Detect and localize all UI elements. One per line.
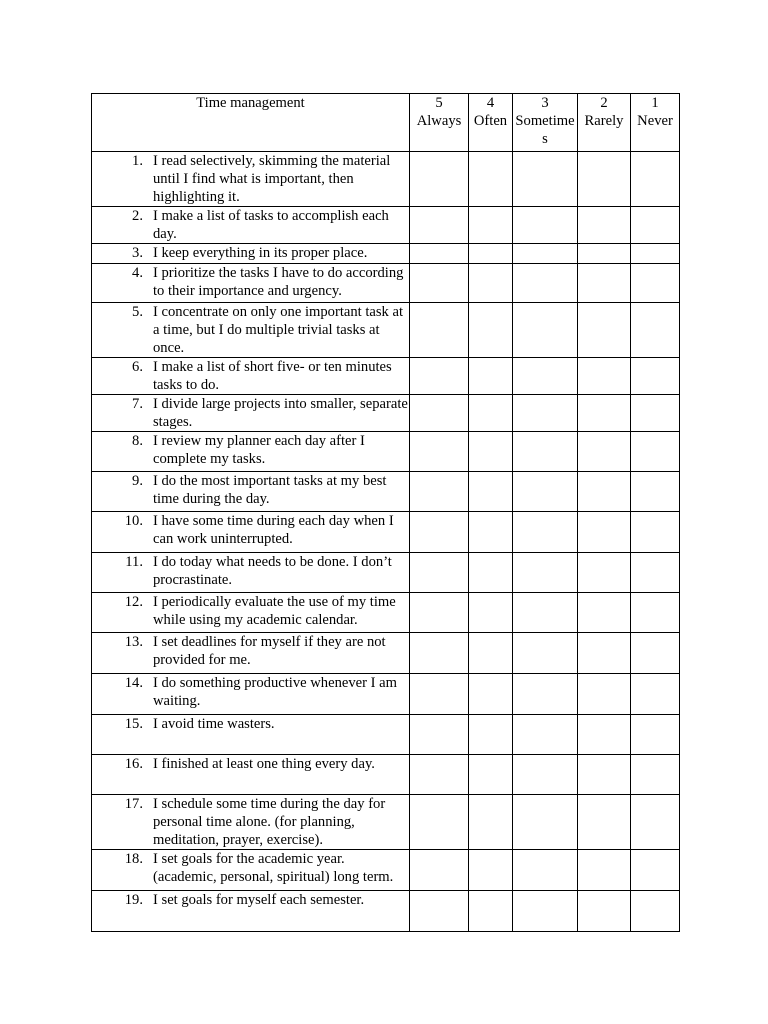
response-cell-sometimes[interactable] [513, 264, 578, 303]
response-cell-often[interactable] [469, 850, 513, 891]
table-row [92, 891, 680, 932]
response-cell-always[interactable] [410, 303, 469, 358]
response-cell-always[interactable] [410, 395, 469, 432]
response-cell-rarely[interactable] [578, 472, 631, 512]
time-management-survey-table [91, 93, 680, 932]
item-number: 17. [124, 796, 143, 812]
response-cell-rarely[interactable] [578, 395, 631, 432]
response-cell-sometimes[interactable] [513, 755, 578, 795]
statement-wrap [92, 432, 409, 468]
scale-value: 1 [651, 95, 659, 111]
statement-cell [92, 553, 410, 593]
response-cell-sometimes[interactable] [513, 850, 578, 891]
table-row [92, 264, 680, 303]
statement-cell [92, 303, 410, 358]
table-row [92, 395, 680, 432]
item-statement: I make a list of short five- or ten minutes tasks to do. [153, 359, 392, 393]
item-number: 3. [132, 245, 143, 261]
statement-cell [92, 593, 410, 633]
statement-cell [92, 264, 410, 303]
statement-cell [92, 891, 410, 932]
table-row [92, 795, 680, 850]
response-cell-often[interactable] [469, 674, 513, 715]
item-number: 11. [125, 554, 143, 570]
item-statement: I concentrate on only one important task at a time, but I do multiple trivial tasks at once. [153, 304, 404, 356]
item-number: 2. [132, 208, 143, 224]
response-cell-never[interactable] [631, 674, 680, 715]
item-number: 19. [124, 892, 143, 908]
response-cell-often[interactable] [469, 633, 513, 674]
statement-wrap [92, 303, 409, 357]
statement-cell [92, 244, 410, 264]
response-cell-rarely[interactable] [578, 755, 631, 795]
response-cell-rarely[interactable] [578, 850, 631, 891]
response-cell-often[interactable] [469, 303, 513, 358]
statement-cell [92, 395, 410, 432]
item-number: 13. [124, 634, 143, 650]
item-statement: I finished at least one thing every day. [153, 756, 375, 772]
response-cell-rarely[interactable] [578, 593, 631, 633]
statement-wrap [92, 795, 409, 849]
response-cell-often[interactable] [469, 553, 513, 593]
scale-label: Often [473, 113, 508, 129]
response-cell-often[interactable] [469, 512, 513, 553]
item-statement: I make a list of tasks to accomplish each day. [153, 208, 389, 242]
response-cell-sometimes[interactable] [513, 395, 578, 432]
table-row [92, 303, 680, 358]
item-number: 16. [124, 756, 143, 772]
response-cell-sometimes[interactable] [513, 358, 578, 395]
scale-value: 5 [435, 95, 443, 111]
scale-value: 3 [541, 95, 549, 111]
response-cell-always[interactable] [410, 674, 469, 715]
response-cell-often[interactable] [469, 244, 513, 264]
item-number: 9. [132, 473, 143, 489]
response-cell-never[interactable] [631, 755, 680, 795]
response-cell-always[interactable] [410, 715, 469, 755]
item-statement: I have some time during each day when I can work uninterrupted. [153, 513, 394, 547]
item-statement: I prioritize the tasks I have to do according to their importance and urgency. [153, 265, 404, 299]
scale-label: Never [637, 113, 673, 129]
response-cell-often[interactable] [469, 891, 513, 932]
table-row [92, 755, 680, 795]
response-cell-never[interactable] [631, 512, 680, 553]
item-number: 8. [132, 433, 143, 449]
statement-cell [92, 755, 410, 795]
statement-wrap [92, 633, 409, 669]
statement-wrap [92, 395, 409, 431]
response-cell-always[interactable] [410, 891, 469, 932]
statement-wrap [92, 264, 409, 300]
response-cell-never[interactable] [631, 850, 680, 891]
item-statement: I review my planner each day after I complete my tasks. [153, 433, 365, 467]
item-statement: I divide large projects into smaller, separate stages. [153, 396, 408, 430]
scale-header-sometimes [513, 94, 578, 152]
item-number: 4. [132, 265, 143, 281]
item-number: 18. [124, 851, 143, 867]
response-cell-rarely[interactable] [578, 303, 631, 358]
statement-cell [92, 472, 410, 512]
response-cell-never[interactable] [631, 358, 680, 395]
survey-body [92, 152, 680, 932]
item-number: 7. [132, 396, 143, 412]
item-number: 5. [132, 304, 143, 320]
scale-header-never [631, 94, 680, 152]
response-cell-rarely[interactable] [578, 674, 631, 715]
item-statement: I periodically evaluate the use of my time while using my academic calendar. [153, 594, 396, 628]
response-cell-always[interactable] [410, 358, 469, 395]
statement-wrap [92, 755, 409, 773]
statement-cell [92, 674, 410, 715]
table-row [92, 674, 680, 715]
scale-value: 4 [486, 95, 495, 111]
response-cell-sometimes[interactable] [513, 472, 578, 512]
response-cell-often[interactable] [469, 472, 513, 512]
statement-wrap [92, 244, 409, 262]
response-cell-sometimes[interactable] [513, 207, 578, 244]
table-row [92, 850, 680, 891]
table-row [92, 512, 680, 553]
response-cell-often[interactable] [469, 593, 513, 633]
item-number: 1. [132, 153, 143, 169]
response-cell-sometimes[interactable] [513, 795, 578, 850]
statement-wrap [92, 358, 409, 394]
item-statement: I do the most important tasks at my best time during the day. [153, 473, 387, 507]
response-cell-sometimes[interactable] [513, 674, 578, 715]
response-cell-rarely[interactable] [578, 891, 631, 932]
response-cell-rarely[interactable] [578, 358, 631, 395]
statement-cell [92, 795, 410, 850]
table-row [92, 207, 680, 244]
response-cell-rarely[interactable] [578, 795, 631, 850]
response-cell-never[interactable] [631, 795, 680, 850]
statement-wrap [92, 850, 409, 886]
table-row [92, 593, 680, 633]
item-statement: I set goals for the academic year. (academic, personal, spiritual) long term. [153, 851, 394, 885]
response-cell-sometimes[interactable] [513, 593, 578, 633]
response-cell-never[interactable] [631, 303, 680, 358]
response-cell-often[interactable] [469, 432, 513, 472]
response-cell-never[interactable] [631, 633, 680, 674]
response-cell-rarely[interactable] [578, 633, 631, 674]
response-cell-often[interactable] [469, 358, 513, 395]
response-cell-never[interactable] [631, 264, 680, 303]
response-cell-always[interactable] [410, 432, 469, 472]
statement-wrap [92, 715, 409, 733]
item-statement: I schedule some time during the day for personal time alone. (for planning, meditation, prayer, exercise). [153, 796, 386, 848]
statement-cell [92, 358, 410, 395]
statement-cell [92, 152, 410, 207]
table-row [92, 152, 680, 207]
item-number: 12. [124, 594, 143, 610]
statement-cell [92, 207, 410, 244]
response-cell-sometimes[interactable] [513, 553, 578, 593]
statement-cell [92, 633, 410, 674]
response-cell-often[interactable] [469, 264, 513, 303]
table-row [92, 633, 680, 674]
scale-header-rarely [578, 94, 631, 152]
statement-wrap [92, 472, 409, 508]
scale-header-often [469, 94, 513, 152]
response-cell-sometimes[interactable] [513, 303, 578, 358]
response-cell-sometimes[interactable] [513, 715, 578, 755]
item-number: 15. [124, 716, 143, 732]
response-cell-rarely[interactable] [578, 264, 631, 303]
response-cell-always[interactable] [410, 207, 469, 244]
header-row [92, 94, 680, 152]
statement-wrap [92, 674, 409, 710]
table-row [92, 715, 680, 755]
scale-label: Sometimes [515, 113, 575, 147]
response-cell-always[interactable] [410, 755, 469, 795]
scale-label: Always [416, 113, 462, 129]
response-cell-sometimes[interactable] [513, 633, 578, 674]
table-row [92, 358, 680, 395]
response-cell-often[interactable] [469, 395, 513, 432]
statement-wrap [92, 207, 409, 243]
response-cell-often[interactable] [469, 795, 513, 850]
statement-cell [92, 715, 410, 755]
response-cell-never[interactable] [631, 244, 680, 264]
response-cell-rarely[interactable] [578, 553, 631, 593]
response-cell-always[interactable] [410, 593, 469, 633]
response-cell-never[interactable] [631, 553, 680, 593]
response-cell-always[interactable] [410, 633, 469, 674]
item-number: 6. [132, 359, 143, 375]
statement-cell [92, 850, 410, 891]
response-cell-rarely[interactable] [578, 715, 631, 755]
table-row [92, 472, 680, 512]
response-cell-never[interactable] [631, 891, 680, 932]
response-cell-sometimes[interactable] [513, 512, 578, 553]
item-statement: I set goals for myself each semester. [153, 892, 365, 908]
table-row [92, 553, 680, 593]
response-cell-sometimes[interactable] [513, 152, 578, 207]
response-cell-sometimes[interactable] [513, 244, 578, 264]
item-statement: I set deadlines for myself if they are not provided for me. [153, 634, 386, 668]
statement-cell [92, 512, 410, 553]
item-statement: I keep everything in its proper place. [153, 245, 368, 261]
table-row [92, 432, 680, 472]
item-statement: I do today what needs to be done. I don’t procrastinate. [153, 554, 392, 588]
response-cell-always[interactable] [410, 244, 469, 264]
response-cell-never[interactable] [631, 207, 680, 244]
response-cell-never[interactable] [631, 432, 680, 472]
item-number: 14. [124, 675, 143, 691]
scale-value: 2 [600, 95, 608, 111]
response-cell-often[interactable] [469, 152, 513, 207]
item-number: 10. [124, 513, 143, 529]
response-cell-never[interactable] [631, 472, 680, 512]
response-cell-sometimes[interactable] [513, 432, 578, 472]
response-cell-often[interactable] [469, 715, 513, 755]
response-cell-often[interactable] [469, 207, 513, 244]
response-cell-rarely[interactable] [578, 207, 631, 244]
statement-cell [92, 432, 410, 472]
response-cell-always[interactable] [410, 152, 469, 207]
response-cell-rarely[interactable] [578, 432, 631, 472]
response-cell-never[interactable] [631, 715, 680, 755]
statement-wrap [92, 152, 409, 206]
statement-wrap [92, 553, 409, 589]
statement-wrap [92, 512, 409, 548]
response-cell-sometimes[interactable] [513, 891, 578, 932]
item-statement: I do something productive whenever I am waiting. [153, 675, 397, 709]
response-cell-rarely[interactable] [578, 244, 631, 264]
item-statement: I read selectively, skimming the material until I find what is important, then highlighting it. [153, 153, 391, 205]
table-row [92, 244, 680, 264]
response-cell-always[interactable] [410, 264, 469, 303]
response-cell-always[interactable] [410, 553, 469, 593]
response-cell-often[interactable] [469, 755, 513, 795]
response-cell-never[interactable] [631, 395, 680, 432]
response-cell-always[interactable] [410, 795, 469, 850]
response-cell-always[interactable] [410, 850, 469, 891]
scale-header-always [410, 94, 469, 152]
statement-wrap [92, 891, 409, 909]
response-cell-always[interactable] [410, 512, 469, 553]
response-cell-rarely[interactable] [578, 152, 631, 207]
scale-label: Rarely [584, 113, 624, 129]
response-cell-rarely[interactable] [578, 512, 631, 553]
item-statement: I avoid time wasters. [153, 716, 275, 732]
category-header: Time management [92, 94, 410, 152]
response-cell-always[interactable] [410, 472, 469, 512]
statement-wrap [92, 593, 409, 629]
response-cell-never[interactable] [631, 152, 680, 207]
response-cell-never[interactable] [631, 593, 680, 633]
